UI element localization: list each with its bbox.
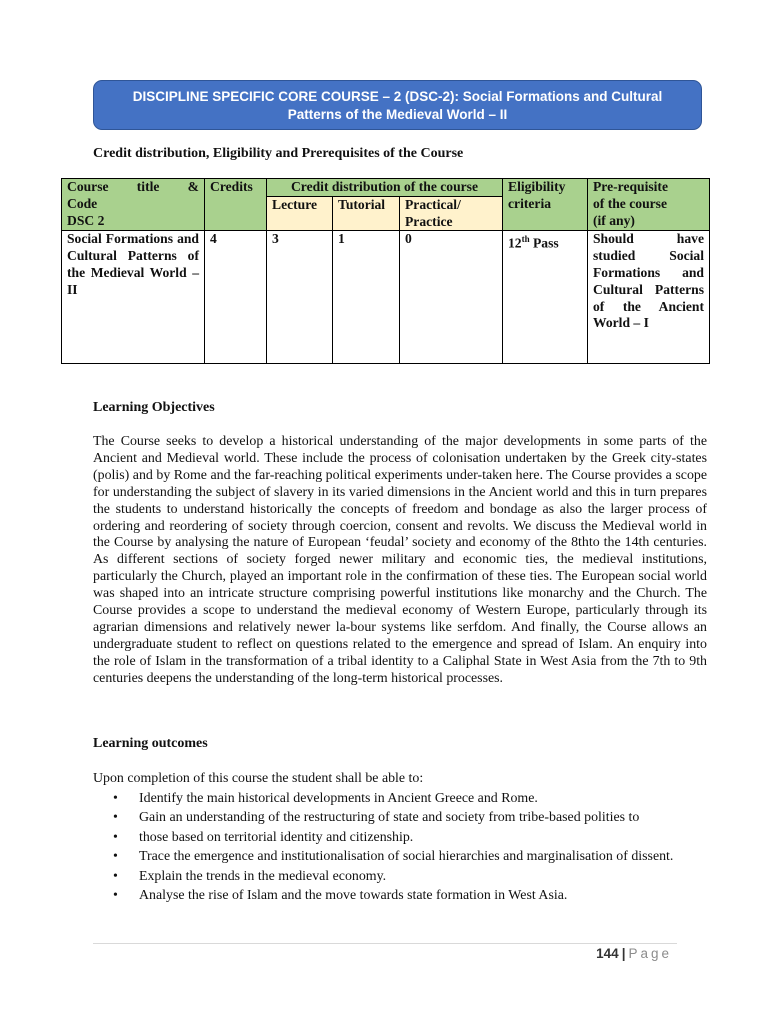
course-title-banner — [93, 80, 702, 130]
footer-divider — [93, 943, 677, 944]
list-item: • Explain the trends in the medieval economy. — [93, 869, 677, 886]
header-credit-distribution: Credit distribution of the course — [267, 179, 503, 197]
footer-separator: | — [621, 946, 626, 961]
header-prerequisite: Pre-requisite of the course (if any) — [588, 179, 710, 231]
list-item: • Identify the main historical developments in Ancient Greece and Rome. — [93, 791, 677, 808]
cell-practical: 0 — [400, 231, 503, 364]
cell-eligibility: 12th Pass — [503, 231, 588, 364]
cell-course-title: Social Formations and Cultural Patterns of the Medieval World – II — [62, 231, 205, 364]
page-number: 144 — [596, 946, 619, 961]
list-item: • Analyse the rise of Islam and the move towards state formation in West Asia. — [93, 888, 677, 905]
header-practical: Practical/ Practice — [400, 196, 503, 231]
list-item: • Trace the emergence and institutionalisation of social hierarchies and marginalisation of dissent. — [93, 849, 677, 866]
learning-outcomes-heading: Learning outcomes — [93, 736, 208, 751]
header-credits: Credits — [205, 179, 267, 231]
list-item: • those based on territorial identity and citizenship. — [93, 830, 677, 847]
learning-objectives-text: The Course seeks to develop a historical understanding of the major developments in some parts of the Ancient and Medieval world. These include the process of colonisation undertaken by the Greek city-states (polis) and by Rome and the far-reaching political experiments under-taken here. The Course provides a scope for understanding the subject of slavery in its varied dimensions in the Ancient world and this in turn prepares the students to understand historically the concepts of freedom and bondage as also the larger process of ordering and reordering of society through coercion, consent and revolts. We discuss the Medieval world in the Course by analysing the nature of European ‘feudal’ society and economy of the 8thto the 14th centuries. As different sections of society forged newer military and economic ties, the medieval institutions, particularly the Church, played an important role in the confirmation of these ties. The European social world was shaped into an intricate structure comprising powerful institutions like monarchy and the Church. The Course provides a scope to understand the medieval economy of Western Europe, particularly through its agrarian dimensions and relatively newer la-bour systems like serfdom. And finally, the Course allows an undergraduate student to reflect on questions related to the emergence and spread of Islam. An enquiry into the role of Islam in the transformation of a tribal identity to a Caliphal State in West Asia from the 7th to 9th centuries deepens the understanding of the long-term historical processes. — [93, 434, 707, 686]
learning-outcomes-list — [93, 791, 677, 907]
header-course-title: Course title & Code DSC 2 — [62, 179, 205, 231]
credit-distribution-heading: Credit distribution, Eligibility and Prerequisites of the Course — [93, 146, 464, 161]
page-label: Page — [628, 946, 672, 961]
learning-outcomes-intro: Upon completion of this course the student shall be able to: — [93, 771, 424, 786]
header-lecture: Lecture — [267, 196, 333, 231]
list-item: • Gain an understanding of the restructuring of state and society from tribe-based polities to — [93, 810, 677, 827]
header-eligibility: Eligibility criteria — [503, 179, 588, 231]
learning-objectives-heading: Learning Objectives — [93, 400, 215, 415]
cell-tutorial: 1 — [333, 231, 400, 364]
cell-lecture: 3 — [267, 231, 333, 364]
banner-line-1: DISCIPLINE SPECIFIC CORE COURSE – 2 (DSC-2): Social Formations and Cultural — [132, 89, 663, 104]
banner-line-2: Patterns of the Medieval World – II — [287, 107, 508, 122]
credit-distribution-table — [61, 178, 710, 364]
cell-credits: 4 — [205, 231, 267, 364]
header-tutorial: Tutorial — [333, 196, 400, 231]
cell-prerequisite: Should have studied Social Formations and Cultural Patterns of the Ancient World – I — [588, 231, 710, 364]
page-footer — [596, 946, 672, 961]
